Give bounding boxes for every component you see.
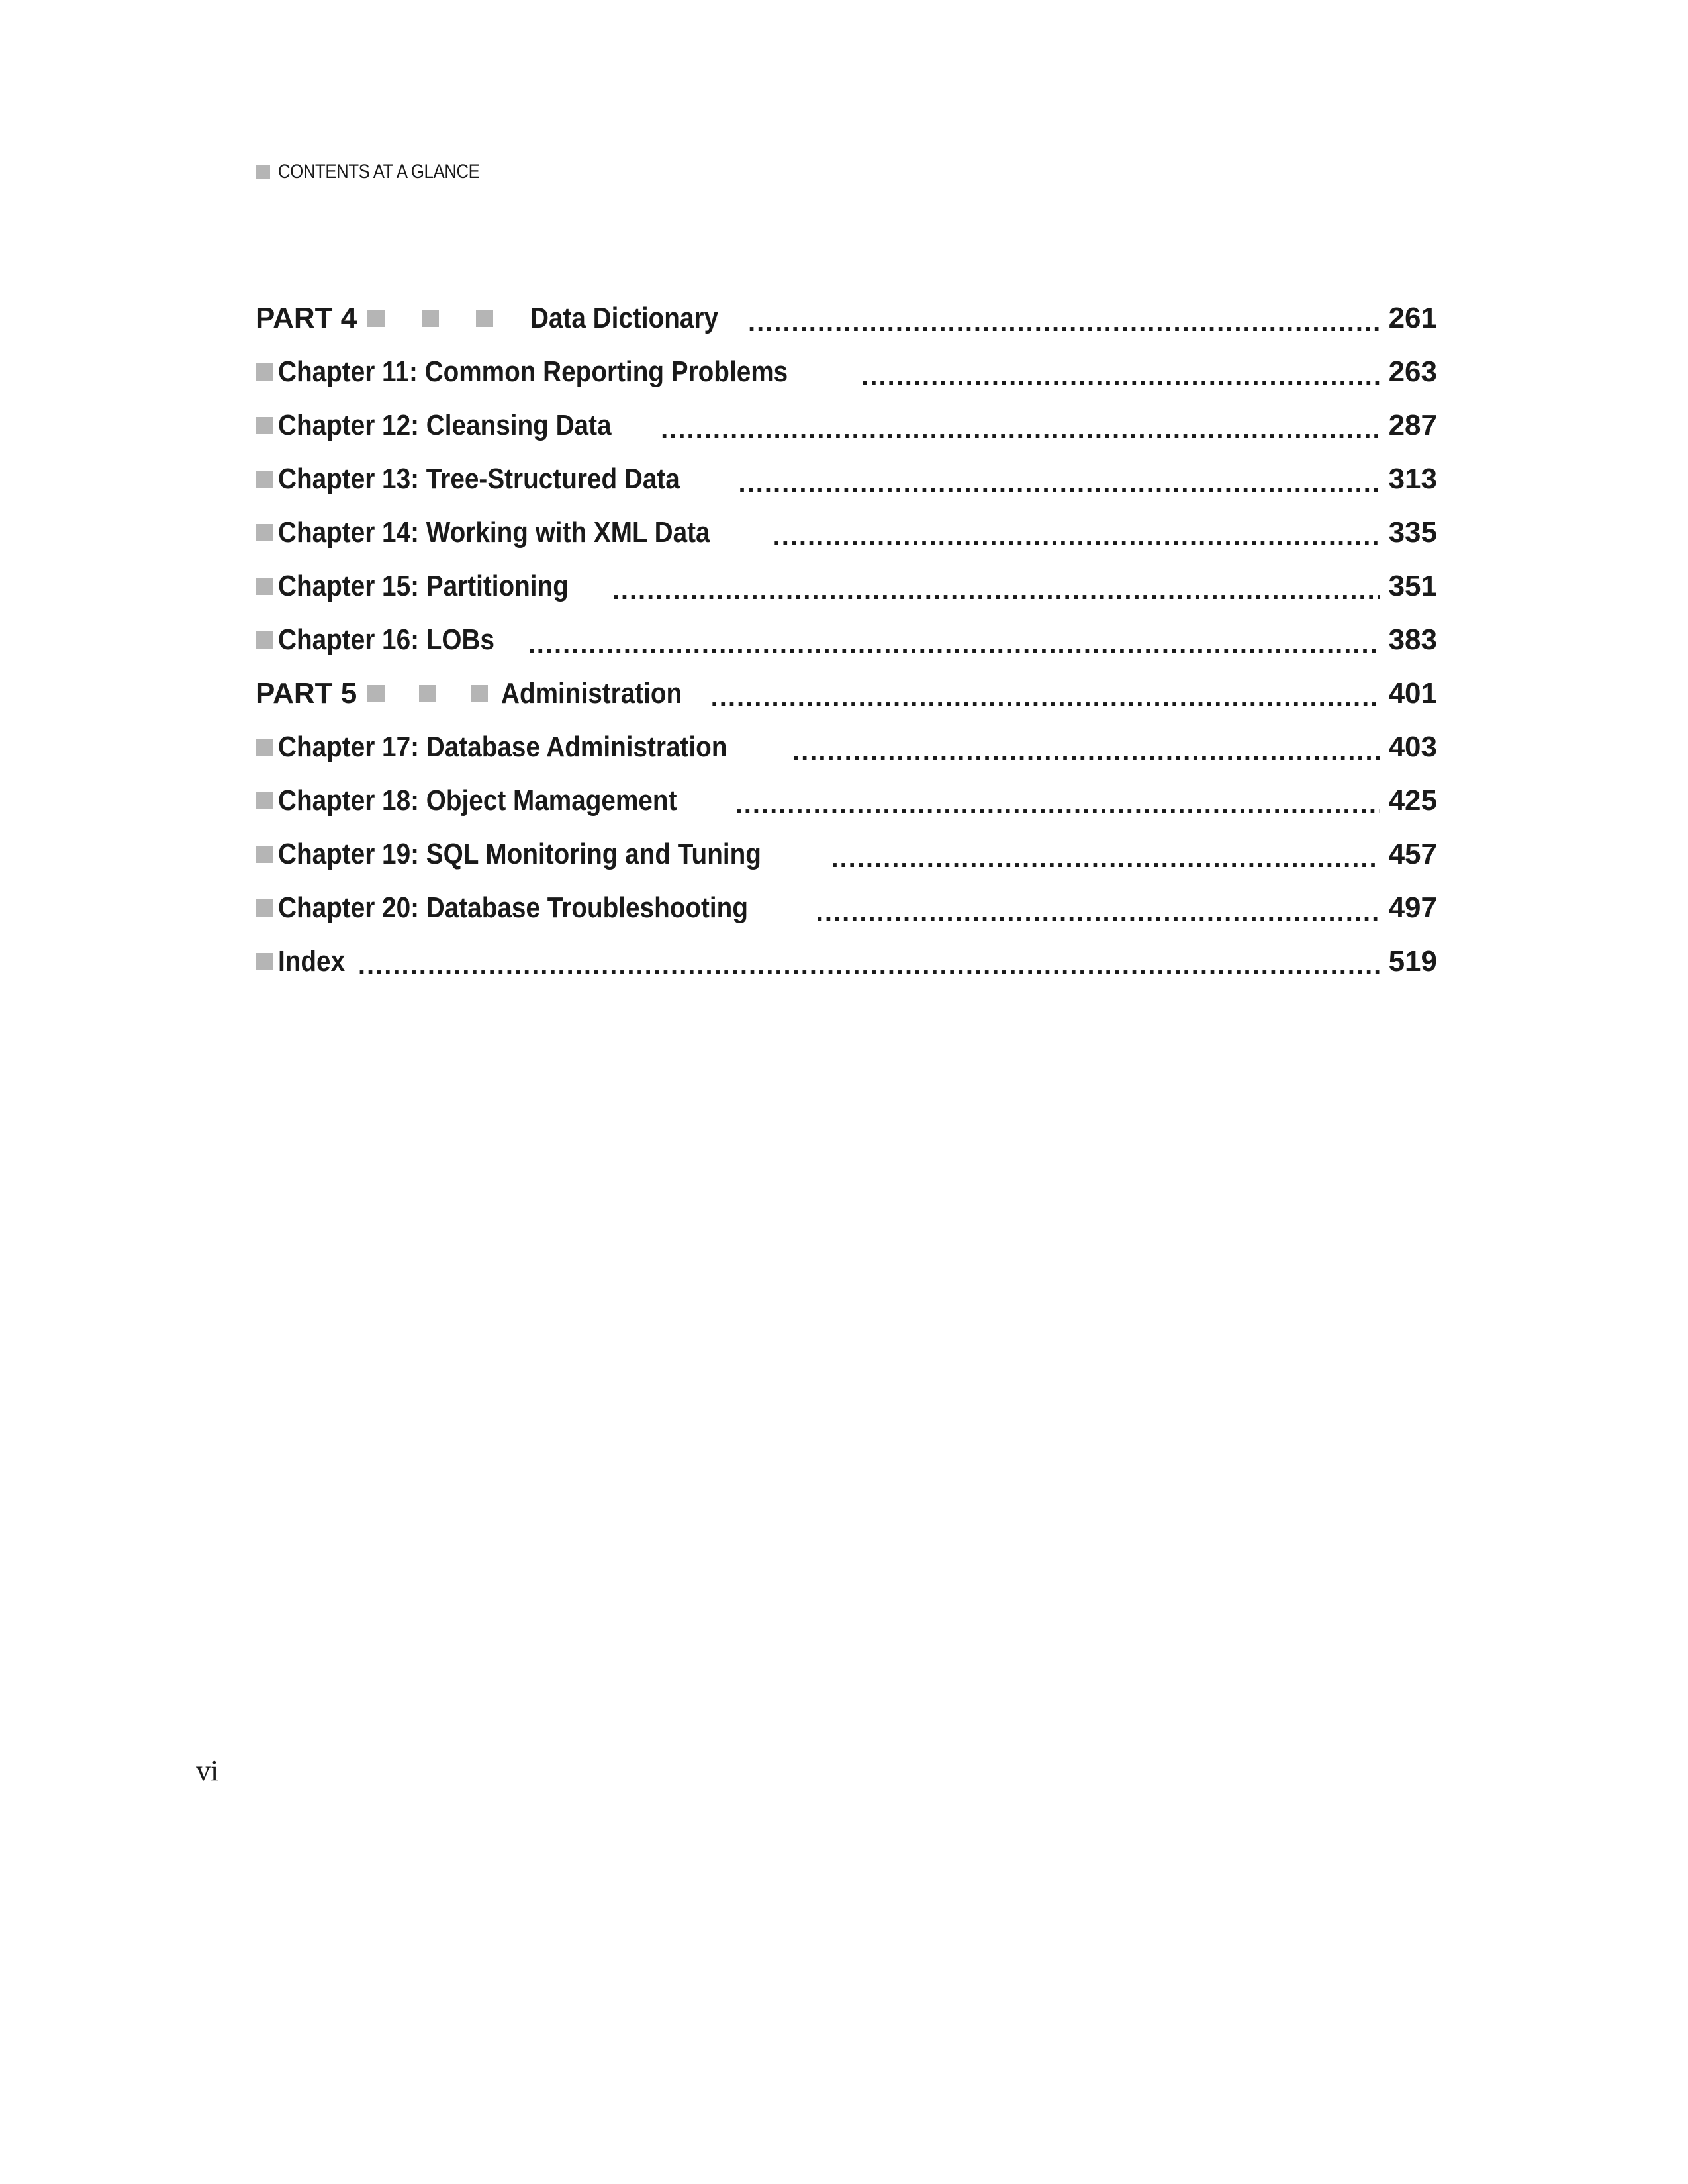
toc-entry-chapter-18[interactable]	[256, 774, 1437, 827]
square-bullet-icon	[422, 310, 439, 327]
toc-entry-page: 497	[1388, 891, 1437, 924]
square-bullet-icon	[256, 417, 273, 434]
toc-entry-title: Chapter 13: Tree-Structured Data	[278, 462, 680, 495]
dot-leader	[739, 479, 1380, 506]
dot-leader	[358, 962, 1380, 988]
square-bullet-icon	[476, 310, 493, 327]
square-bullet-icon	[256, 953, 273, 970]
dot-leader	[792, 747, 1380, 774]
toc-entry-title: Data Dictionary	[530, 301, 719, 334]
dot-leader	[773, 533, 1380, 559]
square-bullet-icon	[471, 685, 488, 702]
toc-entry-page: 287	[1388, 408, 1437, 441]
dot-leader	[528, 640, 1380, 666]
running-header-label: CONTENTS AT A GLANCE	[278, 161, 480, 183]
toc-entry-chapter-12[interactable]	[256, 398, 1437, 452]
square-bullet-icon	[256, 899, 273, 917]
square-bullet-icon	[367, 685, 385, 702]
dot-leader	[748, 318, 1380, 345]
dot-leader	[612, 586, 1380, 613]
toc-entry-page: 403	[1388, 730, 1437, 763]
dot-leader	[735, 801, 1380, 827]
square-bullet-icon	[256, 631, 273, 649]
toc-entry-chapter-15[interactable]	[256, 559, 1437, 613]
toc-entry-part-4[interactable]	[256, 291, 1437, 345]
toc-entry-page: 519	[1388, 944, 1437, 978]
toc-entry-index[interactable]	[256, 934, 1437, 988]
toc-entry-title: Chapter 12: Cleansing Data	[278, 408, 612, 441]
square-bullet-icon	[256, 792, 273, 809]
toc-entry-chapter-16[interactable]	[256, 613, 1437, 666]
toc-entry-title: Chapter 15: Partitioning	[278, 569, 569, 602]
dot-leader	[831, 854, 1380, 881]
table-of-contents	[256, 291, 1437, 988]
toc-entry-title: Chapter 18: Object Mamagement	[278, 784, 677, 817]
toc-entry-part-5[interactable]	[256, 666, 1437, 720]
dot-leader	[661, 426, 1380, 452]
toc-entry-page: 457	[1388, 837, 1437, 870]
page-number: vi	[196, 1754, 219, 1787]
part-separator	[367, 310, 493, 327]
toc-entry-title: Chapter 17: Database Administration	[278, 730, 727, 763]
toc-entry-title: Chapter 20: Database Troubleshooting	[278, 891, 748, 924]
toc-entry-title: Administration	[501, 676, 682, 709]
square-bullet-icon	[367, 310, 385, 327]
toc-entry-chapter-11[interactable]	[256, 345, 1437, 398]
toc-entry-chapter-17[interactable]	[256, 720, 1437, 774]
toc-entry-page: 351	[1388, 569, 1437, 602]
dot-leader	[711, 694, 1380, 720]
part-separator	[367, 685, 488, 702]
toc-entry-page: 401	[1388, 676, 1437, 709]
square-bullet-icon	[256, 471, 273, 488]
square-bullet-icon	[256, 739, 273, 756]
toc-entry-page: 313	[1388, 462, 1437, 495]
toc-entry-page: 383	[1388, 623, 1437, 656]
part-label: PART 5	[256, 676, 357, 709]
toc-entry-chapter-20[interactable]	[256, 881, 1437, 934]
square-bullet-icon	[256, 846, 273, 863]
running-header	[256, 159, 512, 185]
square-bullet-icon	[256, 578, 273, 595]
toc-entry-title: Chapter 14: Working with XML Data	[278, 516, 710, 549]
toc-entry-page: 263	[1388, 355, 1437, 388]
toc-entry-title: Chapter 11: Common Reporting Problems	[278, 355, 788, 388]
dot-leader	[816, 908, 1380, 934]
square-bullet-icon	[256, 363, 273, 381]
toc-entry-title: Chapter 19: SQL Monitoring and Tuning	[278, 837, 761, 870]
toc-entry-page: 425	[1388, 784, 1437, 817]
toc-entry-title: Index	[278, 944, 346, 978]
toc-entry-chapter-13[interactable]	[256, 452, 1437, 506]
toc-entry-page: 261	[1388, 301, 1437, 334]
toc-entry-title: Chapter 16: LOBs	[278, 623, 495, 656]
dot-leader	[861, 372, 1380, 398]
toc-entry-chapter-14[interactable]	[256, 506, 1437, 559]
part-label: PART 4	[256, 301, 357, 334]
square-bullet-icon	[256, 524, 273, 541]
toc-entry-page: 335	[1388, 516, 1437, 549]
header-square-icon	[256, 165, 270, 179]
square-bullet-icon	[419, 685, 436, 702]
toc-entry-chapter-19[interactable]	[256, 827, 1437, 881]
